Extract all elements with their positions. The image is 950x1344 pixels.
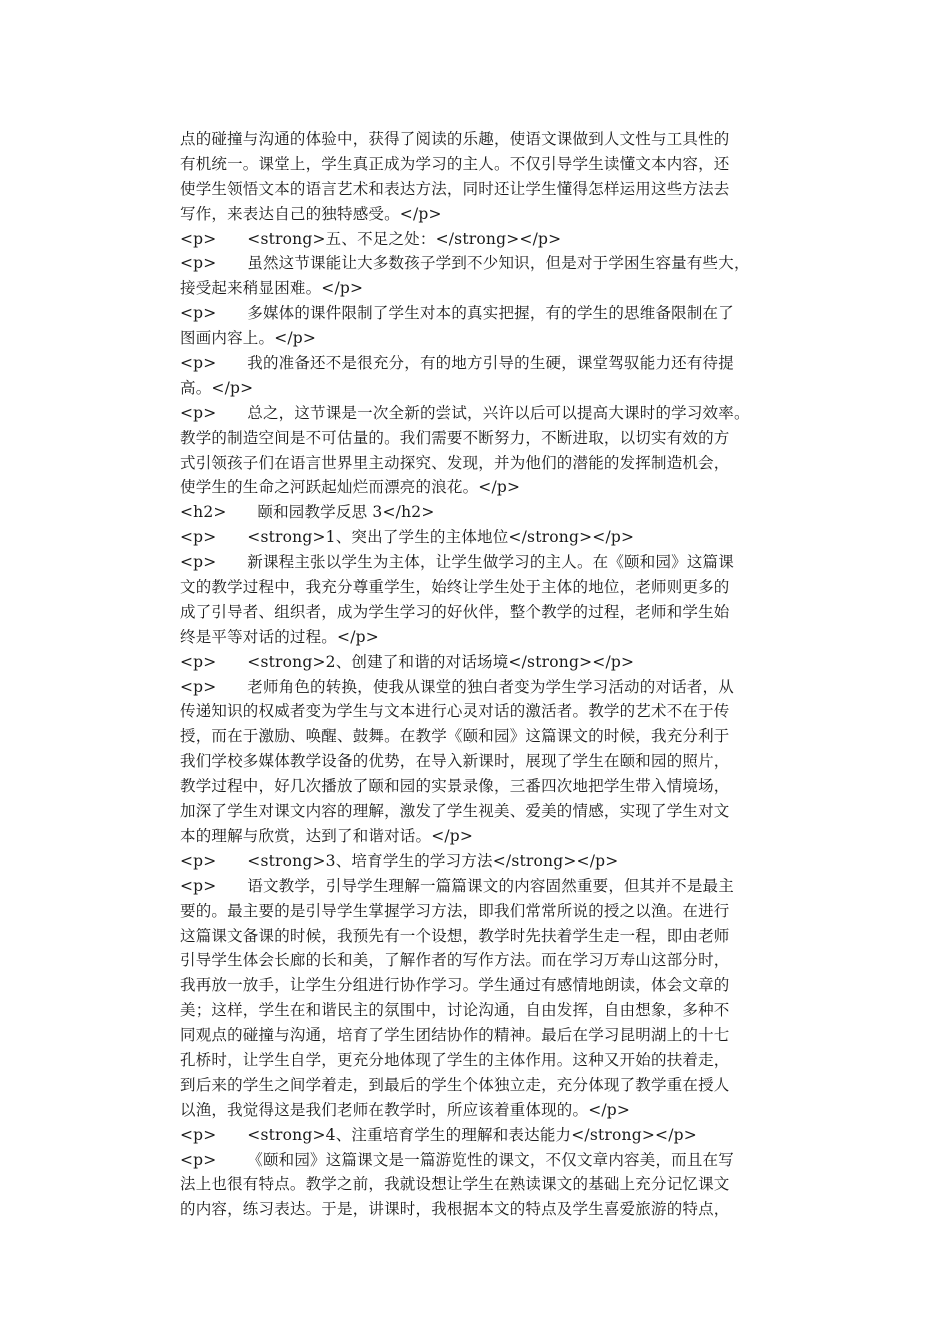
text-line: 图画内容上。</p> (180, 329, 317, 348)
text-line: 的内容，练习表达。于是，讲课时，我根据本文的特点及学生喜爱旅游的特点， (180, 1200, 730, 1219)
text-line: <p> <strong>4、注重培育学生的理解和表达能力</strong></p> (180, 1125, 697, 1144)
text-line: 文的教学过程中，我充分尊重学生，始终让学生处于主体的地位，老师则更多的 (180, 578, 730, 597)
text-line: 有机统一。课堂上，学生真正成为学习的主人。不仅引导学生读懂文本内容，还 (180, 154, 730, 173)
text-line: <p> 虽然这节课能让大多数孩子学到不少知识，但是对于学困生容量有些大， (180, 254, 750, 273)
text-line: 高。</p> (180, 378, 254, 397)
text-line: 终是平等对话的过程。</p> (180, 627, 379, 646)
text-line: <p> 老师角色的转换，使我从课堂的独白者变为学生学习活动的对话者，从 (180, 677, 734, 696)
text-line: 这篇课文备课的时候，我预先有一个设想，教学时先扶着学生走一程，即由老师 (180, 926, 730, 945)
text-line: 我再放一放手，让学生分组进行协作学习。学生通过有感情地朗读，体会文章的 (180, 976, 730, 995)
text-line: <p> 多媒体的课件限制了学生对本的真实把握，有的学生的思维备限制在了 (180, 304, 734, 323)
text-line: <p> 总之，这节课是一次全新的尝试，兴许以后可以提高大课时的学习效率。 (180, 403, 750, 422)
text-line: 到后来的学生之间学着走，到最后的学生个体独立走，充分体现了教学重在授人 (180, 1075, 730, 1094)
text-line: <p> 《颐和园》这篇课文是一篇游览性的课文，不仅文章内容美，而且在写 (180, 1150, 734, 1169)
text-line: <p> 新课程主张以学生为主体，让学生做学习的主人。在《颐和园》这篇课 (180, 553, 734, 572)
text-line: <p> <strong>2、创建了和谐的对话场境</strong></p> (180, 652, 635, 671)
text-line: <p> 我的准备还不是很充分，有的地方引导的生硬，课堂驾驭能力还有待提 (180, 354, 734, 373)
text-line: 教学的制造空间是不可估量的。我们需要不断努力，不断进取，以切实有效的方 (180, 428, 730, 447)
text-line: 点的碰撞与沟通的体验中，获得了阅读的乐趣，使语文课做到人文性与工具性的 (180, 130, 730, 148)
text-line: 加深了学生对课文内容的理解，激发了学生视美、爱美的情感，实现了学生对文 (180, 802, 730, 821)
text-line: 法上也很有特点。教学之前，我就设想让学生在熟读课文的基础上充分记忆课文 (180, 1175, 730, 1194)
text-line: 孔桥时，让学生自学，更充分地体现了学生的主体作用。这种又开始的扶着走， (180, 1050, 730, 1069)
text-line: 教学过程中，好几次播放了颐和园的实景录像，三番四次地把学生带入情境场， (180, 777, 730, 796)
text-line: <p> <strong>五、不足之处：</strong></p> (180, 229, 562, 248)
text-line: 以渔，我觉得这是我们老师在教学时，所应该着重体现的。</p> (180, 1100, 631, 1119)
text-line: 使学生的生命之河跃起灿烂而漂亮的浪花。</p> (180, 478, 521, 497)
heading-line: <h2> 颐和园教学反思 3</h2> (180, 503, 435, 522)
text-line: 我们学校多媒体教学设备的优势，在导入新课时，展现了学生在颐和园的照片， (180, 752, 730, 771)
text-line: 接受起来稍显困难。</p> (180, 279, 364, 298)
text-line: 要的。最主要的是引导学生掌握学习方法，即我们常常所说的授之以渔。在进行 (180, 901, 730, 920)
text-line: <p> <strong>1、突出了学生的主体地位</strong></p> (180, 528, 635, 547)
text-line: 同观点的碰撞与沟通，培育了学生团结协作的精神。最后在学习昆明湖上的十七 (180, 1026, 730, 1045)
text-line: 式引领孩子们在语言世界里主动探究、发现，并为他们的潜能的发挥制造机会， (180, 453, 730, 472)
text-line: 本的理解与欣赏，达到了和谐对话。</p> (180, 826, 474, 845)
document-body (180, 127, 780, 1222)
text-line: 引导学生体会长廊的长和美，了解作者的写作方法。而在学习万寿山这部分时， (180, 951, 730, 970)
text-line: 美；这样，学生在和谐民主的氛围中，讨论沟通，自由发挥，自由想象，多种不 (180, 1001, 730, 1020)
text-line: <p> 语文教学，引导学生理解一篇篇课文的内容固然重要，但其并不是最主 (180, 876, 734, 895)
text-line: 授，而在于激励、唤醒、鼓舞。在教学《颐和园》这篇课文的时候，我充分利于 (180, 727, 730, 746)
text-line: <p> <strong>3、培育学生的学习方法</strong></p> (180, 851, 619, 870)
text-line: 传递知识的权威者变为学生与文本进行心灵对话的激活者。教学的艺术不在于传 (180, 702, 730, 721)
text-line: 写作，来表达自己的独特感受。</p> (180, 204, 442, 223)
text-line: 使学生领悟文本的语言艺术和表达方法，同时还让学生懂得怎样运用这些方法去 (180, 179, 730, 198)
text-line: 成了引导者、组织者，成为学生学习的好伙伴，整个教学的过程，老师和学生始 (180, 602, 730, 621)
